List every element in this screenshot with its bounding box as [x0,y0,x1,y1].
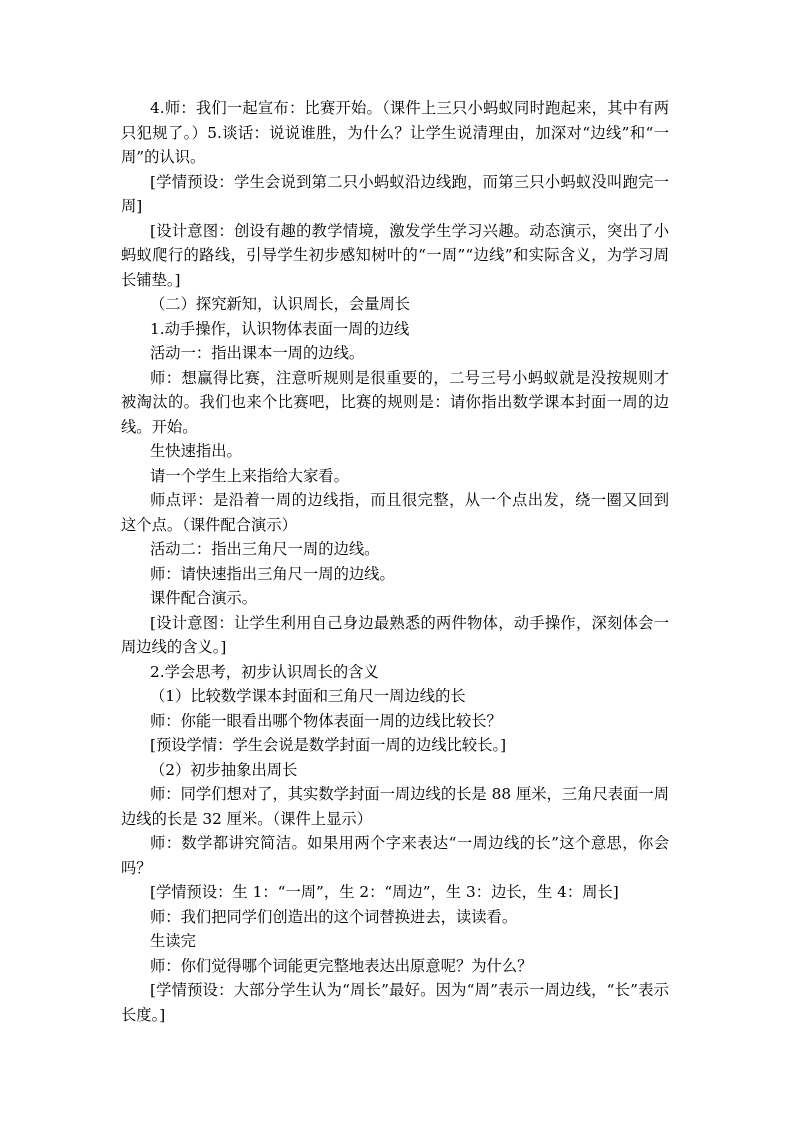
paragraph-12: 师：请快速指出三角尺一周的边线。 [150,564,395,583]
paragraph-20: 师：同学们想对了，其实数学封面一周边线的长是 88 厘米，三角尺表面一周边线的长是 32 厘米。（课件上显示） [121,785,669,828]
paragraph-11: 活动二：指出三角尺一周的边线。 [150,540,380,558]
paragraph-17: 师：你能一眼看出哪个物体表面一周的边线比较长？ [150,711,502,730]
paragraph-9: 请一个学生上来指给大家看。 [150,466,349,485]
paragraph-22: [学情预设：生 1：“一周”，生 2：“周边”，生 3：边长，生 4：周长] [150,883,619,901]
paragraph-21: 师：数学都讲究简洁。如果用两个字来表达“一周边线的长”这个意思，你会吗？ [121,834,669,877]
document-body [121,96,669,1027]
paragraph-5: 1.动手操作，认识物体表面一周的边线 [150,319,410,338]
paragraph-13: 课件配合演示。 [150,589,258,607]
paragraph-24: 生读完 [150,932,196,950]
paragraph-26: [学情预设：大部分学生认为“周长”最好。因为“周”表示一周边线，“长”表示长度。] [121,981,669,1024]
paragraph-8: 生快速指出。 [150,442,242,460]
paragraph-18: [预设学情：学生会说是数学封面一周的边线比较长。] [150,736,507,754]
paragraph-10: 师点评：是沿着一周的边线指，而且很完整，从一个点出发，绕一圈又回到这个点。（课件配合演示） [121,491,669,534]
paragraph-25: 师：你们觉得哪个词能更完整地表达出原意呢？为什么？ [150,956,533,975]
paragraph-1: 4.师：我们一起宣布：比赛开始。（课件上三只小蚂蚁同时跑起来，其中有两只犯规了。）5.谈话：说说谁胜，为什么？让学生说清理由，加深对“边线”和“一周”的认识。 [121,99,669,166]
paragraph-2: [学情预设：学生会说到第二只小蚂蚁沿边线跑，而第三只小蚂蚁没叫跑完一周] [121,172,669,215]
paragraph-23: 师：我们把同学们创造出的这个词替换进去，读读看。 [150,907,518,926]
paragraph-6: 活动一：指出课本一周的边线。 [150,344,365,362]
paragraph-15: 2.学会思考，初步认识周长的含义 [150,662,379,681]
section-heading: （二）探究新知，认识周长，会量周长 [150,295,411,313]
paragraph-3: [设计意图：创设有趣的教学情境，激发学生学习兴趣。动态演示，突出了小蚂蚁爬行的路线，引导学生初步感知树叶的“一周”“边线”和实际含义，为学习周长铺垫。] [121,221,669,289]
paragraph-19: （2）初步抽象出周长 [150,760,298,779]
paragraph-16: （1）比较数学课本封面和三角尺一周边线的长 [150,687,466,705]
paragraph-7: 师：想赢得比赛，注意听规则是很重要的，二号三号小蚂蚁就是没按规则才被淘汰的。我们也来个比赛吧，比赛的规则是：请你指出数学课本封面一周的边线。开始。 [121,368,669,436]
paragraph-14: [设计意图：让学生利用自己身边最熟悉的两件物体，动手操作，深刻体会一周边线的含义。] [121,613,669,656]
